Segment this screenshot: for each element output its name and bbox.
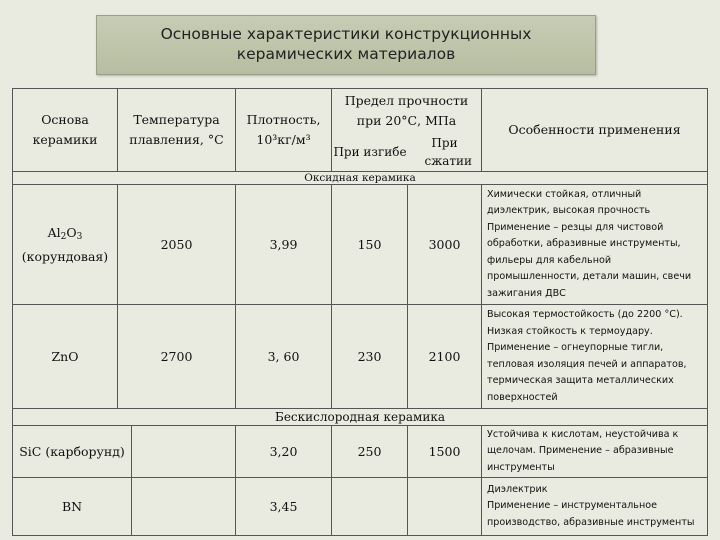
row-al2o3-bend: 150 bbox=[332, 185, 408, 305]
row-zno-density: 3, 60 bbox=[236, 305, 332, 409]
row-al2o3-melt: 2050 bbox=[118, 185, 236, 305]
row-sic-features: Устойчива к кислотам, неустойчива к щелочам. Применение – абразивные инструменты bbox=[482, 426, 708, 478]
header-features: Особенности применения bbox=[482, 88, 708, 172]
header-bend: При изгибе bbox=[332, 132, 408, 172]
row-al2o3-features: Химически стойкая, отличный диэлектрик, высокая прочность Применение – резцы для чистовой обработки, абразивные инструменты, фильеры для кабельной промышленности, детали машин, свечи зажигания ДВС bbox=[482, 185, 708, 305]
header-strength: Предел прочности при 20°С, МПа bbox=[332, 88, 482, 132]
header-base: Основа керамики bbox=[12, 88, 118, 172]
section-oxide: Оксидная керамика bbox=[12, 172, 708, 185]
row-zno-bend: 230 bbox=[332, 305, 408, 409]
header-density: Плотность, 10³кг/м³ bbox=[236, 88, 332, 172]
row-zno-compress: 2100 bbox=[408, 305, 482, 409]
row-bn-features: Диэлектрик Применение – инструментальное производство, абразивные инструменты bbox=[482, 478, 708, 536]
row-bn-compress bbox=[408, 478, 482, 536]
title-line-2: керамических материалов bbox=[236, 45, 456, 63]
row-sic-melt bbox=[132, 426, 236, 478]
row-zno-features: Высокая термостойкость (до 2200 °С). Низкая стойкость к термоудару. Применение – огнеупорные тигли, тепловая изоляция печей и аппаратов, термическая защита металлических поверхностей bbox=[482, 305, 708, 409]
row-sic-density: 3,20 bbox=[236, 426, 332, 478]
row-bn-melt bbox=[132, 478, 236, 536]
row-al2o3-compress: 3000 bbox=[408, 185, 482, 305]
row-sic-bend: 250 bbox=[332, 426, 408, 478]
header-melt: Температура плавления, °С bbox=[118, 88, 236, 172]
section-oxygen-free: Бескислородная керамика bbox=[12, 409, 708, 426]
header-compress: При сжатии bbox=[408, 132, 482, 172]
row-bn-density: 3,45 bbox=[236, 478, 332, 536]
row-bn-bend bbox=[332, 478, 408, 536]
slide-title bbox=[96, 15, 596, 75]
row-bn-base: BN bbox=[12, 478, 132, 536]
title-line-1: Основные характеристики конструкционных bbox=[160, 25, 532, 43]
row-sic-base: SiC (карборунд) bbox=[12, 426, 132, 478]
row-al2o3-base: $Al_2O_3$ (корундовая) bbox=[12, 185, 118, 305]
row-al2o3-density: 3,99 bbox=[236, 185, 332, 305]
row-zno-melt: 2700 bbox=[118, 305, 236, 409]
row-sic-compress: 1500 bbox=[408, 426, 482, 478]
row-zno-base: ZnO bbox=[12, 305, 118, 409]
